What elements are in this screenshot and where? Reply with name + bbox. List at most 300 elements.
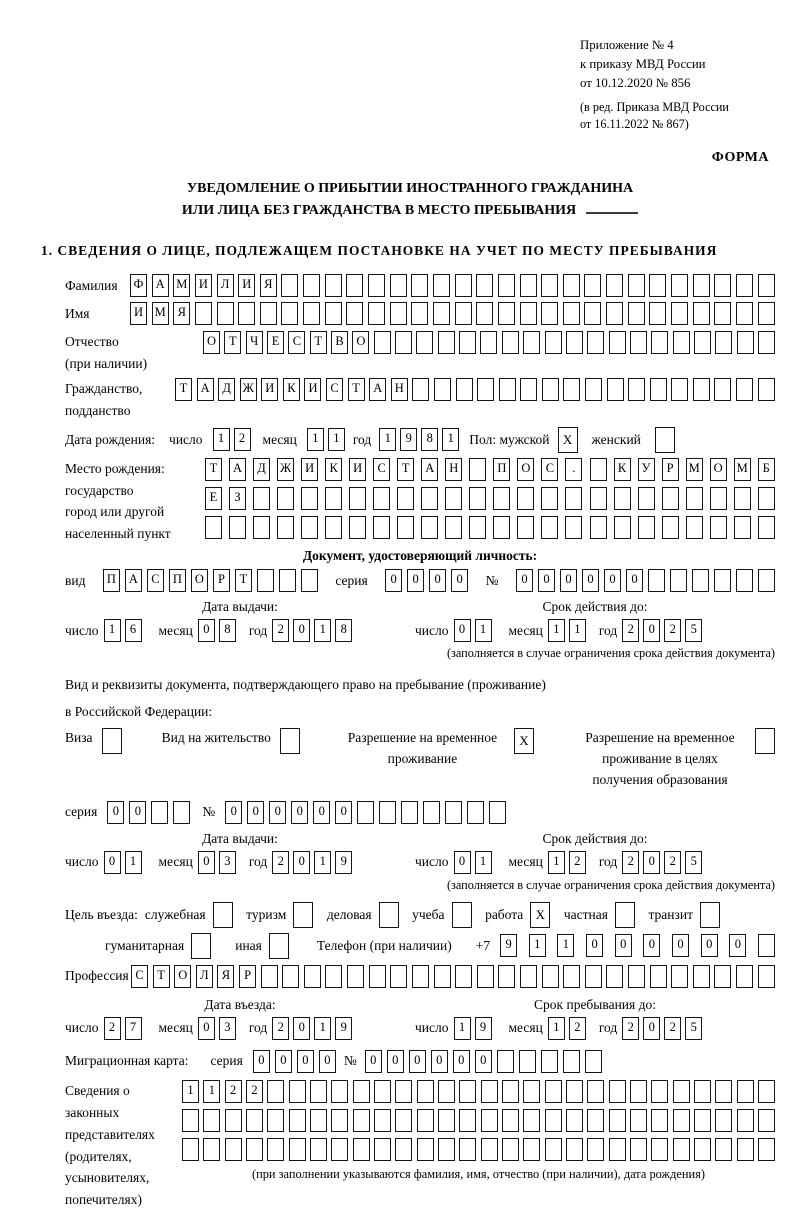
char-cell[interactable] — [563, 1050, 580, 1073]
char-cell[interactable] — [541, 1050, 558, 1073]
char-cell[interactable]: 0 — [107, 801, 124, 824]
char-cell[interactable] — [397, 516, 414, 539]
char-cell[interactable] — [390, 302, 407, 325]
char-cell[interactable]: Т — [235, 569, 252, 592]
char-cell[interactable] — [433, 302, 450, 325]
char-cell[interactable]: 3 — [219, 1017, 236, 1040]
char-cell[interactable] — [662, 516, 679, 539]
char-cell[interactable] — [412, 378, 429, 401]
char-cell[interactable]: А — [125, 569, 142, 592]
char-cell[interactable] — [587, 1138, 604, 1161]
char-cell[interactable]: И — [130, 302, 147, 325]
char-cell[interactable] — [523, 331, 540, 354]
char-cell[interactable] — [541, 302, 558, 325]
char-cell[interactable]: О — [174, 965, 191, 988]
char-cell[interactable] — [469, 487, 486, 510]
char-cell[interactable] — [374, 1080, 391, 1103]
char-cell[interactable] — [301, 569, 318, 592]
char-cell[interactable] — [412, 965, 429, 988]
char-cell[interactable] — [545, 331, 562, 354]
char-cell[interactable]: М — [173, 274, 190, 297]
char-cell[interactable]: 8 — [219, 619, 236, 642]
char-cell[interactable] — [714, 302, 731, 325]
char-cell[interactable]: П — [169, 569, 186, 592]
char-cell[interactable] — [433, 274, 450, 297]
char-cell[interactable] — [737, 1109, 754, 1132]
residence-permit-checkbox[interactable] — [280, 728, 300, 754]
char-cell[interactable]: С — [326, 378, 343, 401]
char-cell[interactable] — [517, 516, 534, 539]
char-cell[interactable]: 0 — [582, 569, 599, 592]
char-cell[interactable] — [225, 1109, 242, 1132]
char-cell[interactable] — [736, 378, 753, 401]
char-cell[interactable]: 2 — [622, 1017, 639, 1040]
char-cell[interactable] — [520, 274, 537, 297]
char-cell[interactable]: М — [152, 302, 169, 325]
char-cell[interactable]: И — [304, 378, 321, 401]
char-cell[interactable]: Л — [196, 965, 213, 988]
char-cell[interactable]: 0 — [253, 1050, 270, 1073]
char-cell[interactable] — [671, 965, 688, 988]
char-cell[interactable]: 0 — [475, 1050, 492, 1073]
char-cell[interactable]: А — [229, 458, 246, 481]
char-cell[interactable]: 0 — [365, 1050, 382, 1073]
char-cell[interactable] — [438, 331, 455, 354]
char-cell[interactable] — [736, 274, 753, 297]
char-cell[interactable]: Р — [213, 569, 230, 592]
char-cell[interactable] — [481, 1109, 498, 1132]
char-cell[interactable] — [304, 965, 321, 988]
char-cell[interactable] — [489, 801, 506, 824]
char-cell[interactable] — [566, 331, 583, 354]
char-cell[interactable] — [310, 1080, 327, 1103]
char-cell[interactable] — [253, 487, 270, 510]
char-cell[interactable]: 2 — [234, 428, 251, 451]
char-cell[interactable] — [301, 516, 318, 539]
char-cell[interactable]: 0 — [387, 1050, 404, 1073]
char-cell[interactable]: 2 — [569, 851, 586, 874]
char-cell[interactable] — [693, 965, 710, 988]
char-cell[interactable] — [459, 1109, 476, 1132]
char-cell[interactable] — [331, 1138, 348, 1161]
char-cell[interactable]: О — [517, 458, 534, 481]
char-cell[interactable] — [585, 1050, 602, 1073]
char-cell[interactable]: 0 — [729, 934, 746, 957]
char-cell[interactable] — [715, 1080, 732, 1103]
char-cell[interactable] — [173, 801, 190, 824]
char-cell[interactable]: 0 — [643, 851, 660, 874]
char-cell[interactable] — [590, 458, 607, 481]
char-cell[interactable]: 1 — [379, 428, 396, 451]
char-cell[interactable] — [758, 934, 775, 957]
char-cell[interactable] — [353, 1080, 370, 1103]
char-cell[interactable] — [545, 1138, 562, 1161]
char-cell[interactable] — [673, 1109, 690, 1132]
char-cell[interactable] — [469, 458, 486, 481]
char-cell[interactable] — [566, 1138, 583, 1161]
char-cell[interactable] — [566, 1109, 583, 1132]
char-cell[interactable]: 0 — [538, 569, 555, 592]
char-cell[interactable] — [638, 516, 655, 539]
char-cell[interactable] — [445, 516, 462, 539]
visa-checkbox[interactable] — [102, 728, 122, 754]
char-cell[interactable]: 2 — [272, 1017, 289, 1040]
char-cell[interactable]: 1 — [203, 1080, 220, 1103]
char-cell[interactable]: Н — [445, 458, 462, 481]
purpose-humanitarian-checkbox[interactable] — [191, 933, 211, 959]
char-cell[interactable] — [563, 378, 580, 401]
char-cell[interactable]: С — [131, 965, 148, 988]
char-cell[interactable]: 0 — [291, 801, 308, 824]
char-cell[interactable] — [590, 516, 607, 539]
char-cell[interactable]: А — [197, 378, 214, 401]
char-cell[interactable] — [301, 487, 318, 510]
char-cell[interactable]: 0 — [615, 934, 632, 957]
char-cell[interactable] — [246, 1109, 263, 1132]
char-cell[interactable] — [662, 487, 679, 510]
char-cell[interactable] — [758, 331, 775, 354]
char-cell[interactable] — [373, 516, 390, 539]
char-cell[interactable] — [542, 965, 559, 988]
char-cell[interactable] — [671, 274, 688, 297]
char-cell[interactable] — [368, 302, 385, 325]
char-cell[interactable] — [585, 965, 602, 988]
char-cell[interactable]: 2 — [622, 851, 639, 874]
char-cell[interactable] — [734, 487, 751, 510]
char-cell[interactable] — [281, 302, 298, 325]
char-cell[interactable]: 5 — [685, 851, 702, 874]
char-cell[interactable] — [374, 1138, 391, 1161]
char-cell[interactable]: И — [261, 378, 278, 401]
char-cell[interactable] — [438, 1109, 455, 1132]
char-cell[interactable] — [459, 1138, 476, 1161]
char-cell[interactable] — [693, 274, 710, 297]
char-cell[interactable]: К — [614, 458, 631, 481]
char-cell[interactable]: 1 — [104, 619, 121, 642]
char-cell[interactable] — [590, 487, 607, 510]
char-cell[interactable] — [736, 569, 753, 592]
char-cell[interactable] — [476, 302, 493, 325]
char-cell[interactable] — [628, 965, 645, 988]
char-cell[interactable] — [520, 302, 537, 325]
char-cell[interactable] — [379, 801, 396, 824]
char-cell[interactable] — [325, 516, 342, 539]
char-cell[interactable]: Т — [153, 965, 170, 988]
char-cell[interactable] — [758, 378, 775, 401]
char-cell[interactable]: В — [331, 331, 348, 354]
char-cell[interactable]: 0 — [104, 851, 121, 874]
char-cell[interactable]: 2 — [569, 1017, 586, 1040]
char-cell[interactable] — [498, 302, 515, 325]
char-cell[interactable] — [246, 1138, 263, 1161]
char-cell[interactable] — [651, 331, 668, 354]
char-cell[interactable]: 0 — [319, 1050, 336, 1073]
char-cell[interactable]: 0 — [293, 851, 310, 874]
char-cell[interactable]: 2 — [272, 851, 289, 874]
char-cell[interactable]: 1 — [454, 1017, 471, 1040]
char-cell[interactable] — [587, 1109, 604, 1132]
char-cell[interactable] — [517, 487, 534, 510]
char-cell[interactable]: 0 — [626, 569, 643, 592]
char-cell[interactable]: С — [147, 569, 164, 592]
char-cell[interactable]: 2 — [664, 619, 681, 642]
char-cell[interactable] — [694, 1138, 711, 1161]
char-cell[interactable] — [203, 1109, 220, 1132]
char-cell[interactable]: 0 — [429, 569, 446, 592]
char-cell[interactable] — [693, 378, 710, 401]
char-cell[interactable] — [325, 274, 342, 297]
char-cell[interactable] — [609, 331, 626, 354]
char-cell[interactable] — [238, 302, 255, 325]
char-cell[interactable]: С — [541, 458, 558, 481]
char-cell[interactable] — [369, 965, 386, 988]
char-cell[interactable] — [565, 487, 582, 510]
char-cell[interactable] — [397, 487, 414, 510]
char-cell[interactable] — [281, 274, 298, 297]
char-cell[interactable]: 0 — [431, 1050, 448, 1073]
char-cell[interactable]: 0 — [335, 801, 352, 824]
char-cell[interactable] — [648, 569, 665, 592]
char-cell[interactable]: П — [493, 458, 510, 481]
char-cell[interactable] — [476, 274, 493, 297]
char-cell[interactable] — [374, 331, 391, 354]
char-cell[interactable]: 1 — [548, 619, 565, 642]
char-cell[interactable] — [502, 1109, 519, 1132]
char-cell[interactable] — [736, 965, 753, 988]
char-cell[interactable] — [434, 965, 451, 988]
char-cell[interactable]: 0 — [701, 934, 718, 957]
char-cell[interactable] — [630, 1138, 647, 1161]
char-cell[interactable]: 0 — [407, 569, 424, 592]
char-cell[interactable] — [325, 965, 342, 988]
char-cell[interactable]: И — [301, 458, 318, 481]
char-cell[interactable] — [374, 1109, 391, 1132]
char-cell[interactable]: 1 — [475, 851, 492, 874]
char-cell[interactable] — [545, 1080, 562, 1103]
char-cell[interactable] — [714, 569, 731, 592]
char-cell[interactable] — [373, 487, 390, 510]
char-cell[interactable] — [325, 487, 342, 510]
char-cell[interactable] — [523, 1138, 540, 1161]
char-cell[interactable]: И — [238, 274, 255, 297]
char-cell[interactable] — [289, 1138, 306, 1161]
char-cell[interactable] — [411, 302, 428, 325]
char-cell[interactable] — [151, 801, 168, 824]
char-cell[interactable]: 1 — [314, 851, 331, 874]
char-cell[interactable] — [758, 487, 775, 510]
char-cell[interactable]: 2 — [272, 619, 289, 642]
char-cell[interactable]: 1 — [569, 619, 586, 642]
char-cell[interactable]: 1 — [314, 1017, 331, 1040]
char-cell[interactable] — [650, 378, 667, 401]
char-cell[interactable] — [417, 1080, 434, 1103]
char-cell[interactable] — [203, 1138, 220, 1161]
char-cell[interactable] — [614, 516, 631, 539]
char-cell[interactable] — [445, 487, 462, 510]
char-cell[interactable] — [650, 965, 667, 988]
char-cell[interactable] — [455, 302, 472, 325]
char-cell[interactable]: 1 — [475, 619, 492, 642]
char-cell[interactable] — [630, 331, 647, 354]
char-cell[interactable]: Л — [217, 274, 234, 297]
char-cell[interactable] — [390, 274, 407, 297]
char-cell[interactable]: 0 — [643, 619, 660, 642]
char-cell[interactable]: 1 — [548, 1017, 565, 1040]
char-cell[interactable] — [477, 965, 494, 988]
char-cell[interactable] — [498, 274, 515, 297]
char-cell[interactable]: К — [325, 458, 342, 481]
char-cell[interactable]: И — [195, 274, 212, 297]
char-cell[interactable] — [401, 801, 418, 824]
char-cell[interactable] — [714, 965, 731, 988]
char-cell[interactable] — [630, 1109, 647, 1132]
char-cell[interactable] — [737, 331, 754, 354]
char-cell[interactable]: 0 — [313, 801, 330, 824]
char-cell[interactable] — [477, 378, 494, 401]
char-cell[interactable] — [421, 487, 438, 510]
char-cell[interactable]: 9 — [400, 428, 417, 451]
char-cell[interactable] — [651, 1080, 668, 1103]
char-cell[interactable] — [353, 1138, 370, 1161]
char-cell[interactable]: Я — [217, 965, 234, 988]
char-cell[interactable] — [438, 1080, 455, 1103]
char-cell[interactable]: Д — [218, 378, 235, 401]
purpose-transit-checkbox[interactable] — [700, 902, 720, 928]
char-cell[interactable]: 1 — [182, 1080, 199, 1103]
char-cell[interactable]: Т — [205, 458, 222, 481]
char-cell[interactable] — [279, 569, 296, 592]
char-cell[interactable] — [609, 1138, 626, 1161]
char-cell[interactable]: 9 — [335, 1017, 352, 1040]
char-cell[interactable] — [671, 378, 688, 401]
char-cell[interactable] — [267, 1080, 284, 1103]
char-cell[interactable] — [498, 965, 515, 988]
char-cell[interactable] — [267, 1138, 284, 1161]
char-cell[interactable] — [445, 801, 462, 824]
char-cell[interactable]: 0 — [643, 1017, 660, 1040]
char-cell[interactable]: 9 — [335, 851, 352, 874]
purpose-work-checkbox[interactable]: X — [530, 902, 550, 928]
char-cell[interactable] — [257, 569, 274, 592]
char-cell[interactable] — [421, 516, 438, 539]
char-cell[interactable] — [520, 965, 537, 988]
char-cell[interactable] — [229, 516, 246, 539]
char-cell[interactable]: М — [686, 458, 703, 481]
char-cell[interactable] — [758, 1138, 775, 1161]
char-cell[interactable] — [541, 274, 558, 297]
char-cell[interactable]: Я — [173, 302, 190, 325]
char-cell[interactable] — [541, 487, 558, 510]
char-cell[interactable] — [253, 516, 270, 539]
char-cell[interactable] — [584, 302, 601, 325]
char-cell[interactable] — [609, 1109, 626, 1132]
char-cell[interactable]: 1 — [529, 934, 546, 957]
char-cell[interactable] — [459, 331, 476, 354]
char-cell[interactable] — [277, 487, 294, 510]
char-cell[interactable] — [331, 1109, 348, 1132]
char-cell[interactable] — [423, 801, 440, 824]
char-cell[interactable] — [628, 274, 645, 297]
char-cell[interactable]: Р — [662, 458, 679, 481]
char-cell[interactable] — [346, 274, 363, 297]
char-cell[interactable] — [566, 1080, 583, 1103]
char-cell[interactable]: О — [352, 331, 369, 354]
char-cell[interactable]: И — [349, 458, 366, 481]
char-cell[interactable] — [310, 1109, 327, 1132]
char-cell[interactable] — [628, 378, 645, 401]
char-cell[interactable] — [628, 302, 645, 325]
char-cell[interactable]: 0 — [560, 569, 577, 592]
char-cell[interactable] — [563, 965, 580, 988]
char-cell[interactable]: 2 — [664, 1017, 681, 1040]
char-cell[interactable] — [651, 1109, 668, 1132]
char-cell[interactable] — [649, 274, 666, 297]
char-cell[interactable] — [670, 569, 687, 592]
char-cell[interactable] — [523, 1080, 540, 1103]
char-cell[interactable]: 1 — [314, 619, 331, 642]
char-cell[interactable] — [694, 1109, 711, 1132]
char-cell[interactable]: 0 — [643, 934, 660, 957]
char-cell[interactable] — [502, 331, 519, 354]
char-cell[interactable] — [411, 274, 428, 297]
char-cell[interactable] — [758, 569, 775, 592]
char-cell[interactable]: У — [638, 458, 655, 481]
char-cell[interactable] — [357, 801, 374, 824]
char-cell[interactable] — [289, 1080, 306, 1103]
char-cell[interactable] — [395, 1109, 412, 1132]
char-cell[interactable] — [734, 516, 751, 539]
char-cell[interactable]: 3 — [219, 851, 236, 874]
char-cell[interactable] — [694, 1080, 711, 1103]
char-cell[interactable] — [347, 965, 364, 988]
char-cell[interactable] — [523, 1109, 540, 1132]
char-cell[interactable] — [638, 487, 655, 510]
char-cell[interactable]: Ж — [277, 458, 294, 481]
purpose-private-checkbox[interactable] — [615, 902, 635, 928]
char-cell[interactable] — [282, 965, 299, 988]
char-cell[interactable] — [260, 302, 277, 325]
char-cell[interactable]: М — [734, 458, 751, 481]
char-cell[interactable]: 0 — [409, 1050, 426, 1073]
char-cell[interactable]: 0 — [275, 1050, 292, 1073]
char-cell[interactable] — [195, 302, 212, 325]
temp-residence-checkbox[interactable]: X — [514, 728, 534, 754]
char-cell[interactable]: С — [373, 458, 390, 481]
char-cell[interactable]: С — [288, 331, 305, 354]
char-cell[interactable] — [649, 302, 666, 325]
char-cell[interactable] — [395, 1080, 412, 1103]
char-cell[interactable] — [565, 516, 582, 539]
char-cell[interactable] — [467, 801, 484, 824]
char-cell[interactable] — [395, 331, 412, 354]
char-cell[interactable]: 2 — [225, 1080, 242, 1103]
char-cell[interactable] — [692, 569, 709, 592]
char-cell[interactable] — [520, 378, 537, 401]
purpose-official-checkbox[interactable] — [213, 902, 233, 928]
char-cell[interactable] — [416, 331, 433, 354]
char-cell[interactable] — [714, 378, 731, 401]
char-cell[interactable] — [502, 1080, 519, 1103]
char-cell[interactable] — [673, 331, 690, 354]
char-cell[interactable] — [481, 1080, 498, 1103]
char-cell[interactable]: 2 — [664, 851, 681, 874]
char-cell[interactable] — [346, 302, 363, 325]
char-cell[interactable] — [182, 1109, 199, 1132]
char-cell[interactable]: Т — [175, 378, 192, 401]
sex-male-checkbox[interactable]: X — [558, 427, 578, 453]
char-cell[interactable] — [493, 516, 510, 539]
char-cell[interactable] — [325, 302, 342, 325]
